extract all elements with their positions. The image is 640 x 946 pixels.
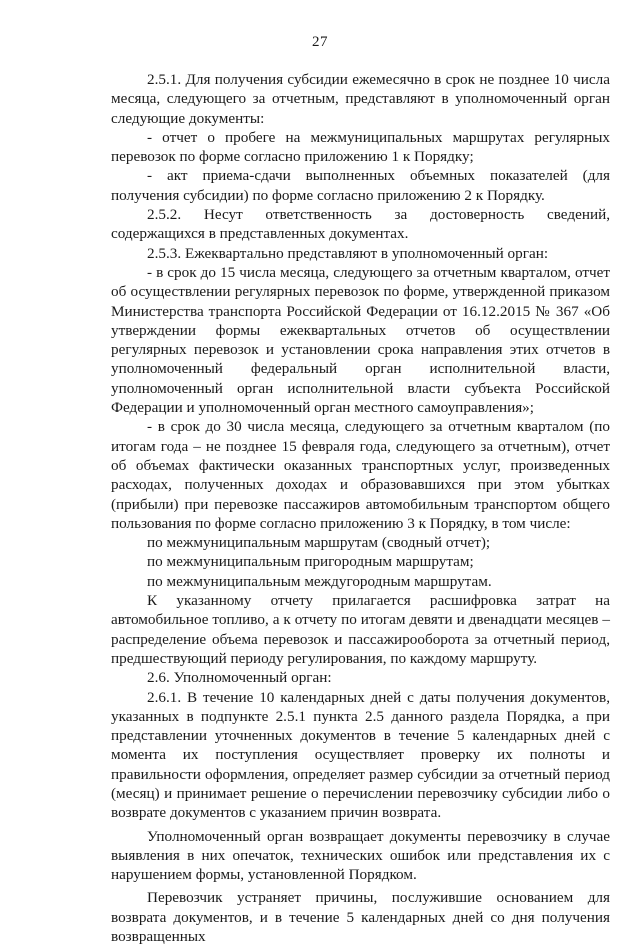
list-item-intercity-routes: по межмуниципальным междугородным маршрутам.: [147, 572, 492, 590]
paragraph-2-6: 2.6. Уполномоченный орган:: [147, 669, 332, 687]
paragraph-2-6-1: 2.6.1. В течение 10 календарных дней с даты получения документов, указанных в подпункте 2.5.1 пункта 2.5 данного раздела Порядка, а при представлении уточненных документов в течение 5 календарных дней с момента их поступления осуществляет проверку их полноты и правильности оформления, определяет размер субсидии за отчетный период (месяц) и принимает решение о перечислении перевозчику субсидии либо о возврате документов с указанием причин возврата.: [111, 688, 610, 822]
document-body: [111, 70, 610, 946]
paragraph-2-5-3: 2.5.3. Ежеквартально представляют в уполномоченный орган:: [147, 244, 549, 262]
list-item-mileage-report: - отчет о пробеге на межмуниципальных маршрутах регулярных перевозок по форме согласно приложению 1 к Порядку;: [111, 128, 610, 166]
list-item-suburban-routes: по межмуниципальным пригородным маршрутам;: [147, 553, 474, 571]
list-item-intermunicipal-summary: по межмуниципальным маршрутам (сводный отчет);: [147, 534, 491, 552]
paragraph-fuel-costs: К указанному отчету прилагается расшифровка затрат на автомобильное топливо, а к отчету по итогам девяти и двенадцати месяцев – распределение объема перевозок и пассажирооборота за отчетный период, предшествующий периоду регулирования, по каждому маршруту.: [111, 592, 610, 667]
page-number: 27: [312, 34, 328, 50]
paragraph-document-return: Уполномоченный орган возвращает документы перевозчику в случае выявления в них опечаток, технических ошибок или представления их с нарушением формы, установленной Порядком.: [111, 827, 610, 884]
list-item-quarterly-report: - в срок до 15 числа месяца, следующего за отчетным кварталом, отчет об осуществлении регулярных перевозок по форме, утвержденной приказом Министерства транспорта Российской Федерации от 16.12.2015 № 367 «Об утверждении формы ежеквартальных отчетов об осуществлении регулярных перевозок и установлении срока направления этих отчетов в уполномоченный федеральный орган исполнительной власти, уполномоченный орган исполнительной власти субъекта Российской Федерации и уполномоченный орган местного самоуправления»;: [111, 263, 610, 417]
paragraph-2-5-1: 2.5.1. Для получения субсидии ежемесячно в срок не позднее 10 числа месяца, следующего за отчетным, представляют в уполномоченный орган следующие документы:: [111, 71, 610, 127]
list-item-volume-report: - в срок до 30 числа месяца, следующего за отчетным кварталом (по итогам года – не позднее 15 февраля года, следующего за отчетным), отчет об объемах фактически оказанных транспортных услуг, произведенных расходах, полученных доходах и образовавшихся при этом убытках (прибыли) при перевозке пассажиров автомобильным транспортом общего пользования по форме согласно приложению 3 к Порядку, в том числе:: [111, 418, 610, 532]
paragraph-2-5-2: 2.5.2. Несут ответственность за достоверность сведений, содержащихся в представленных документах.: [111, 206, 610, 243]
list-item-acceptance-act: - акт приема-сдачи выполненных объемных показателей (для получения субсидии) по форме согласно приложению 2 к Порядку.: [111, 167, 610, 204]
paragraph-carrier-correction: Перевозчик устраняет причины, послужившие основанием для возврата документов, и в течение 5 календарных дней со дня получения возвращенных: [111, 889, 610, 946]
